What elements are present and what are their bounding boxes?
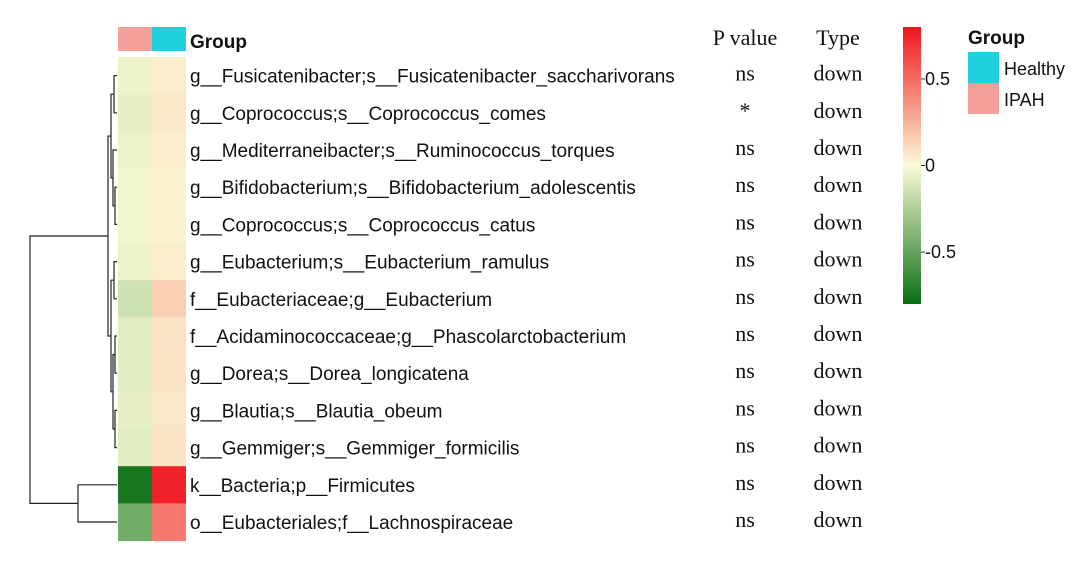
- annotation-ipah: [118, 27, 152, 51]
- type-label: down: [813, 469, 863, 495]
- type-label: down: [813, 246, 863, 272]
- pvalue-label: ns: [735, 172, 755, 198]
- heatmap-cell: [152, 392, 186, 430]
- row-dendrogram: [30, 76, 117, 522]
- type-column: [814, 61, 863, 532]
- heatmap-cell: [152, 243, 186, 281]
- heatmap-cell: [118, 503, 152, 541]
- legend-swatch-healthy: [968, 52, 999, 83]
- heatmap-cell: [152, 429, 186, 467]
- group-legend: [968, 52, 1065, 114]
- type-label: down: [813, 209, 863, 235]
- type-label: down: [813, 60, 863, 86]
- type-label: down: [813, 321, 863, 346]
- color-scale-ticks: [921, 69, 956, 262]
- pvalue-label: ns: [735, 507, 755, 532]
- dendrogram-branch: [115, 410, 117, 447]
- heatmap-cell: [152, 466, 186, 504]
- pvalue-label: ns: [735, 209, 755, 235]
- type-label: down: [813, 172, 863, 198]
- pvalue-label: ns: [735, 469, 755, 495]
- row-label: g__Bifidobacterium;s__Bifidobacterium_adolescentis: [190, 178, 636, 200]
- row-label: k__Bacteria;p__Firmicutes: [190, 475, 415, 497]
- row-label: f__Eubacteriaceae;g__Eubacterium: [190, 289, 493, 311]
- color-scale-bar: [903, 27, 921, 304]
- pvalue-label: ns: [735, 358, 755, 384]
- row-label: g__Coprococcus;s__Coprococcus_comes: [190, 103, 546, 125]
- heatmap-cell: [152, 169, 186, 207]
- pvalue-label: ns: [735, 283, 755, 309]
- pvalue-label: ns: [735, 135, 755, 160]
- row-label: g__Eubacterium;s__Eubacterium_ramulus: [190, 252, 550, 274]
- heatmap-cell: [152, 355, 186, 393]
- dendrogram-branch: [114, 262, 117, 299]
- heatmap-cell: [152, 503, 186, 541]
- heatmap-cell: [118, 466, 152, 504]
- heatmap-cell: [152, 317, 186, 355]
- heatmap-cell: [152, 131, 186, 169]
- heatmap-cell: [118, 392, 152, 430]
- row-label: g__Blautia;s__Blautia_obeum: [190, 401, 443, 423]
- dendrogram-branch: [30, 236, 108, 503]
- heatmap-cell: [118, 429, 152, 467]
- row-label: g__Gemmiger;s__Gemmiger_formicilis: [190, 438, 520, 460]
- color-scale-tick-label: -0.5: [925, 242, 957, 263]
- heatmap-cell: [118, 131, 152, 169]
- color-scale-tick-label: 0: [925, 155, 936, 176]
- legend-title: Group: [968, 28, 1025, 49]
- heatmap-cell: [118, 317, 152, 355]
- row-label: g__Fusicatenibacter;s__Fusicatenibacter_saccharivorans: [190, 66, 675, 88]
- type-label: down: [813, 507, 863, 532]
- type-label: down: [813, 283, 863, 309]
- type-label: down: [813, 97, 863, 123]
- heatmap-cell: [118, 57, 152, 95]
- heatmap-cell: [118, 169, 152, 207]
- legend-label: Healthy: [1004, 59, 1066, 79]
- row-label: g__Coprococcus;s__Coprococcus_catus: [190, 215, 536, 237]
- pvalue-header: P value: [712, 25, 778, 50]
- type-label: down: [813, 358, 863, 384]
- legend-swatch-ipah: [968, 83, 999, 114]
- type-label: down: [813, 432, 863, 458]
- heatmap-cell: [118, 206, 152, 244]
- row-label: f__Acidaminococcaceae;g__Phascolarctobacterium: [190, 327, 627, 348]
- pvalue-label: ns: [735, 432, 755, 458]
- type-header: Type: [816, 25, 860, 50]
- heatmap-cell: [152, 57, 186, 95]
- group-header: Group: [190, 32, 247, 53]
- column-annotation-bar: [118, 27, 186, 51]
- row-label: g__Dorea;s__Dorea_longicatena: [190, 364, 469, 386]
- annotation-healthy: [152, 27, 186, 51]
- dendrogram-branch: [115, 336, 117, 373]
- color-scale-tick-label: 0.5: [925, 68, 951, 89]
- heatmap-cell: [118, 243, 152, 281]
- type-label: down: [813, 395, 863, 421]
- type-label: down: [813, 135, 863, 160]
- heatmap-cell: [118, 355, 152, 393]
- heatmap-cell: [152, 280, 186, 318]
- heatmap-cells: [118, 57, 186, 541]
- heatmap-cell: [118, 280, 152, 318]
- row-label: g__Mediterraneibacter;s__Ruminococcus_torques: [190, 141, 615, 162]
- dendrogram-branch: [78, 485, 117, 522]
- pvalue-label: *: [739, 97, 751, 123]
- legend-label: IPAH: [1004, 90, 1045, 110]
- pvalue-column: [735, 61, 755, 532]
- pvalue-label: ns: [735, 321, 755, 346]
- heatmap-cell: [118, 94, 152, 132]
- pvalue-label: ns: [735, 60, 755, 86]
- dendrogram-branch: [114, 76, 117, 113]
- heatmap-cell: [152, 206, 186, 244]
- heatmap-cell: [152, 94, 186, 132]
- dendrogram-branch: [115, 187, 117, 224]
- pvalue-label: ns: [735, 395, 755, 421]
- row-label: o__Eubacteriales;f__Lachnospiraceae: [190, 513, 514, 534]
- pvalue-label: ns: [735, 246, 755, 272]
- row-labels: [190, 67, 675, 534]
